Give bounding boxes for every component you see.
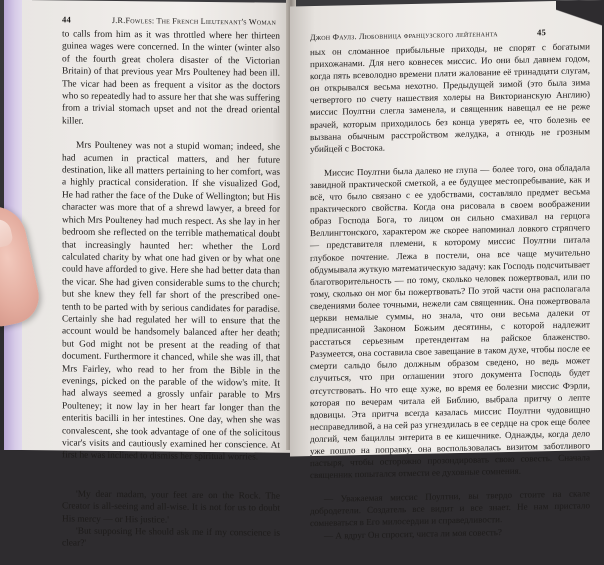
right-page	[290, 0, 602, 541]
left-page-header	[62, 14, 276, 26]
right-page-body	[310, 40, 590, 554]
right-paragraph: — Уважаемая миссис Поултни, вы твердо стоите на скале добродетели. Создатель все видит и все знает. Не нам пристало сомневаться в Его милосердии и справедливости.	[310, 488, 590, 529]
right-running-head: Джон Фаулз. Любовница французского лейтенанта	[310, 29, 498, 43]
left-paragraph: 'But supposing He should ask me if my conscience is clear?'	[62, 526, 280, 550]
page-corner-shadow	[556, 0, 604, 37]
left-paragraph: to calls from him as it was throttled where her thirteen guinea wages were concerned. In the winter (winter also of the fourth great cholera disaster of the Victorian Britain) of that previous year Mrs Poulteney had been ill. The vicar had been as frequent a visitor as the doctors who so repeatedly had to assure her that she was suffering from a trivial stomach upset and not the dread oriental killer.	[62, 29, 280, 127]
right-paragraph: Миссис Поултни была далеко не глупа — более того, она обладала завидной практической сметкой, а ее будущее местопребывание, как и всё, что было связано с ее удобствами, составляло предмет весьма практического свойства. Когда она рисовала в своем воображении образ Господа Бога, то лицом он сильно смахивал на герцога Веллингтонского, характером же скорее напоминал ловкого стряпчего — представителя племени, к которому миссис Поултни питала глубокое почтение. Лежа в постели, она все чаще мучительно обдумывала жуткую математическую задачу: как Господь подсчитывает благотворительность — по тому, сколько человек пожертвовал, или по тому, сколько он мог бы пожертвовать? По этой части она располагала сведениями более точными, нежели сам священник. Она пожертвовала церкви немалые суммы, но знала, что они весьма далеки от предписанной Законом Божьим десятины, с которой надлежит расстаться серьезным претендентам на райское блаженство. Разумеется, она составила свое завещание в таком духе, чтобы после ее смерти сальдо было должным образом сведено, но ведь может случиться, что при оглашении этого документа Господь будет отсутствовать. Но что еще хуже, во время ее болезни миссис Фэрли, которая по вечерам читала ей Библию, выбрала притчу о лепте вдовицы. Эта притча всегда казалась миссис Поултни чудовищно несправедливой, а на сей раз угнездилась в ее сердце на срок еще более долгий, чем бациллы энтерита в ее кишечнике. Однажды, когда дело уже пошло на поправку, она воспользовалась визитом заботливого пастыря, чтобы осторожно прозондировать свою совесть. Сначала священник попытался отмести ее духовные сомнения.	[310, 162, 590, 481]
left-page-number: 44	[62, 14, 71, 25]
left-page	[22, 0, 294, 550]
right-page-header	[310, 27, 546, 42]
right-paragraph: ных он сломанное прибыльные приходы, не спорят с богатыми прихожанами. Для него ковнесек миссис. Ио они был давнем годом, когда пять всеволодно времени плати жалование её тринадцати слугам, он открывался весьма нехотно. Предыдущей зимой (это была зима четвертого по счету нашествия холеры на Викторианскую Англию) миссис Поултни слегла заменела, и священник навещал ее не реже врачей, которым приходилось без конца уверять ее, что болезнь ее вызвана обычным расстройством желудка, а отнюдь не грозным убийцей с Востока.	[310, 41, 590, 154]
right-paragraph: — А вдруг Он спросит, чиста ли моя совесть?	[324, 526, 502, 541]
fingernail	[0, 217, 14, 250]
left-paragraph: 'My dear madam, your feet are on the Rock. The Creator is all-seeing and all-wise. It is not for us to doubt His mercy — or His justice.'	[62, 489, 280, 526]
right-page-number: 45	[537, 27, 546, 38]
left-running-head: J.R.Fowles: The French Lieutenant's Woman	[111, 15, 276, 27]
left-page-body	[62, 28, 280, 564]
left-paragraph: Mrs Poulteney was not a stupid woman; indeed, she had acumen in practical matters, and her future destination, like all matters pertaining to her comfort, was a highly practical consideration. If she visualized God, He had rather the face of the Duke of Wellington; but His character was more that of a shrewd lawyer, a breed for which Mrs Poulteney had much respect. As she lay in her bedroom she reflected on the terrible mathematical doubt that increasingly haunted her: whether the Lord calculated charity by what one had given or by what one could have afforded to give. Here she had better data than the vicar. She had given considerable sums to the church; but she knew they fell far short of the prescribed one-tenth to be parted with by serious candidates for paradise. Certainly she had regulated her will to ensure that the account would be handsomely balanced after her death; but God might not be present at the reading of that document. Furthermore it chanced, while she was ill, that Mrs Fairley, who read to her from the Bible in the evenings, picked on the parable of the widow's mite. It had always seemed a grossly unfair parable to Mrs Poulteney; it now lay in her heart far longer than the enteritis bacilli in her intestines. One day, when she was convalescent, she took advantage of one of the solicitous vicar's visits and cautiously examined her conscience. At first he was inclined to dismiss her spiritual worries.	[62, 140, 280, 463]
